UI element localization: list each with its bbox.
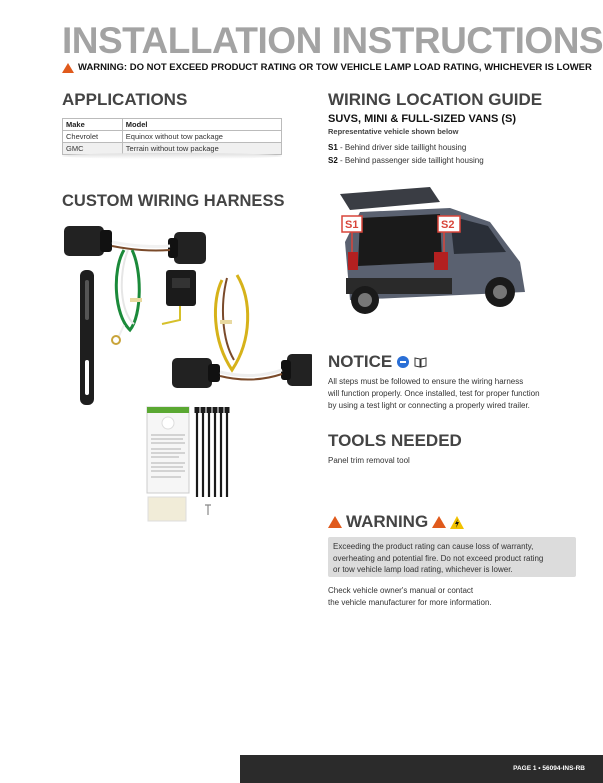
warning-line: Exceeding the product rating can cause loss of warranty, <box>333 542 534 551</box>
tools-heading: TOOLS NEEDED <box>328 431 462 450</box>
electrical-hazard-icon <box>450 516 464 529</box>
notice-line: will function properly. Once installed, test for proper function <box>328 389 540 398</box>
kit-contents-image <box>145 405 235 525</box>
wiring-guide-note: Representative vehicle shown below <box>328 127 459 136</box>
location-text: - Behind driver side taillight housing <box>337 143 467 152</box>
warning-heading: WARNING <box>346 512 429 531</box>
location-text: - Behind passenger side taillight housing <box>337 156 484 165</box>
s2-label: S2 <box>441 219 455 231</box>
top-warning <box>62 62 592 73</box>
warning-box <box>328 537 576 577</box>
notice-line: All steps must be followed to ensure the wiring harness <box>328 377 524 386</box>
notice-line: by using a test light or connecting a properly wired trailer. <box>328 401 530 410</box>
applications-heading: APPLICATIONS <box>62 90 188 109</box>
table-row <box>63 131 282 143</box>
info-circle-icon <box>397 356 409 368</box>
manual-book-icon <box>414 356 427 368</box>
location-s1 <box>328 143 466 152</box>
warning-after-line: the vehicle manufacturer for more information. <box>328 598 492 607</box>
notice-heading: NOTICE <box>328 352 393 371</box>
notice-text <box>328 376 540 412</box>
column-header-model: Model <box>122 119 281 131</box>
notice-heading-row <box>328 352 427 372</box>
table-cell: Terrain without tow package <box>122 143 281 155</box>
warning-line: overheating and potential fire. Do not exceed product rating <box>333 553 544 563</box>
vehicle-image <box>330 182 530 327</box>
table-cell: Chevrolet <box>63 131 123 143</box>
wiring-guide-subtitle: SUVS, MINI & FULL-SIZED VANS (S) <box>328 113 517 125</box>
warning-triangle-icon <box>432 516 446 528</box>
page-footer: PAGE 1 • 56094-INS-RB <box>240 755 603 783</box>
warning-after-line: Check vehicle owner's manual or contact <box>328 586 474 595</box>
table-cell: Equinox without tow package <box>122 131 281 143</box>
warning-heading-row <box>328 512 464 532</box>
warning-after-text <box>328 585 492 609</box>
s1-label: S1 <box>345 219 359 231</box>
column-header-make: Make <box>63 119 123 131</box>
table-cell: GMC <box>63 143 123 155</box>
location-code: S2 <box>328 156 338 165</box>
location-code: S1 <box>328 143 338 152</box>
warning-line: or tow vehicle lamp load rating, whichever is lower. <box>333 565 513 574</box>
tools-text: Panel trim removal tool <box>328 456 410 465</box>
location-s2 <box>328 156 484 165</box>
harness-heading: CUSTOM WIRING HARNESS <box>62 192 285 210</box>
wiring-harness-image <box>62 220 312 420</box>
applications-table <box>62 118 282 155</box>
page-title: INSTALLATION INSTRUCTIONS <box>62 20 603 61</box>
wiring-guide-heading: WIRING LOCATION GUIDE <box>328 90 543 109</box>
warning-triangle-icon <box>62 63 74 73</box>
warning-triangle-icon <box>328 516 342 528</box>
top-warning-text: WARNING: DO NOT EXCEED PRODUCT RATING OR TOW VEHICLE LAMP LOAD RATING, WHICHEVER IS LOWER <box>78 62 592 73</box>
table-shadow <box>62 153 282 159</box>
